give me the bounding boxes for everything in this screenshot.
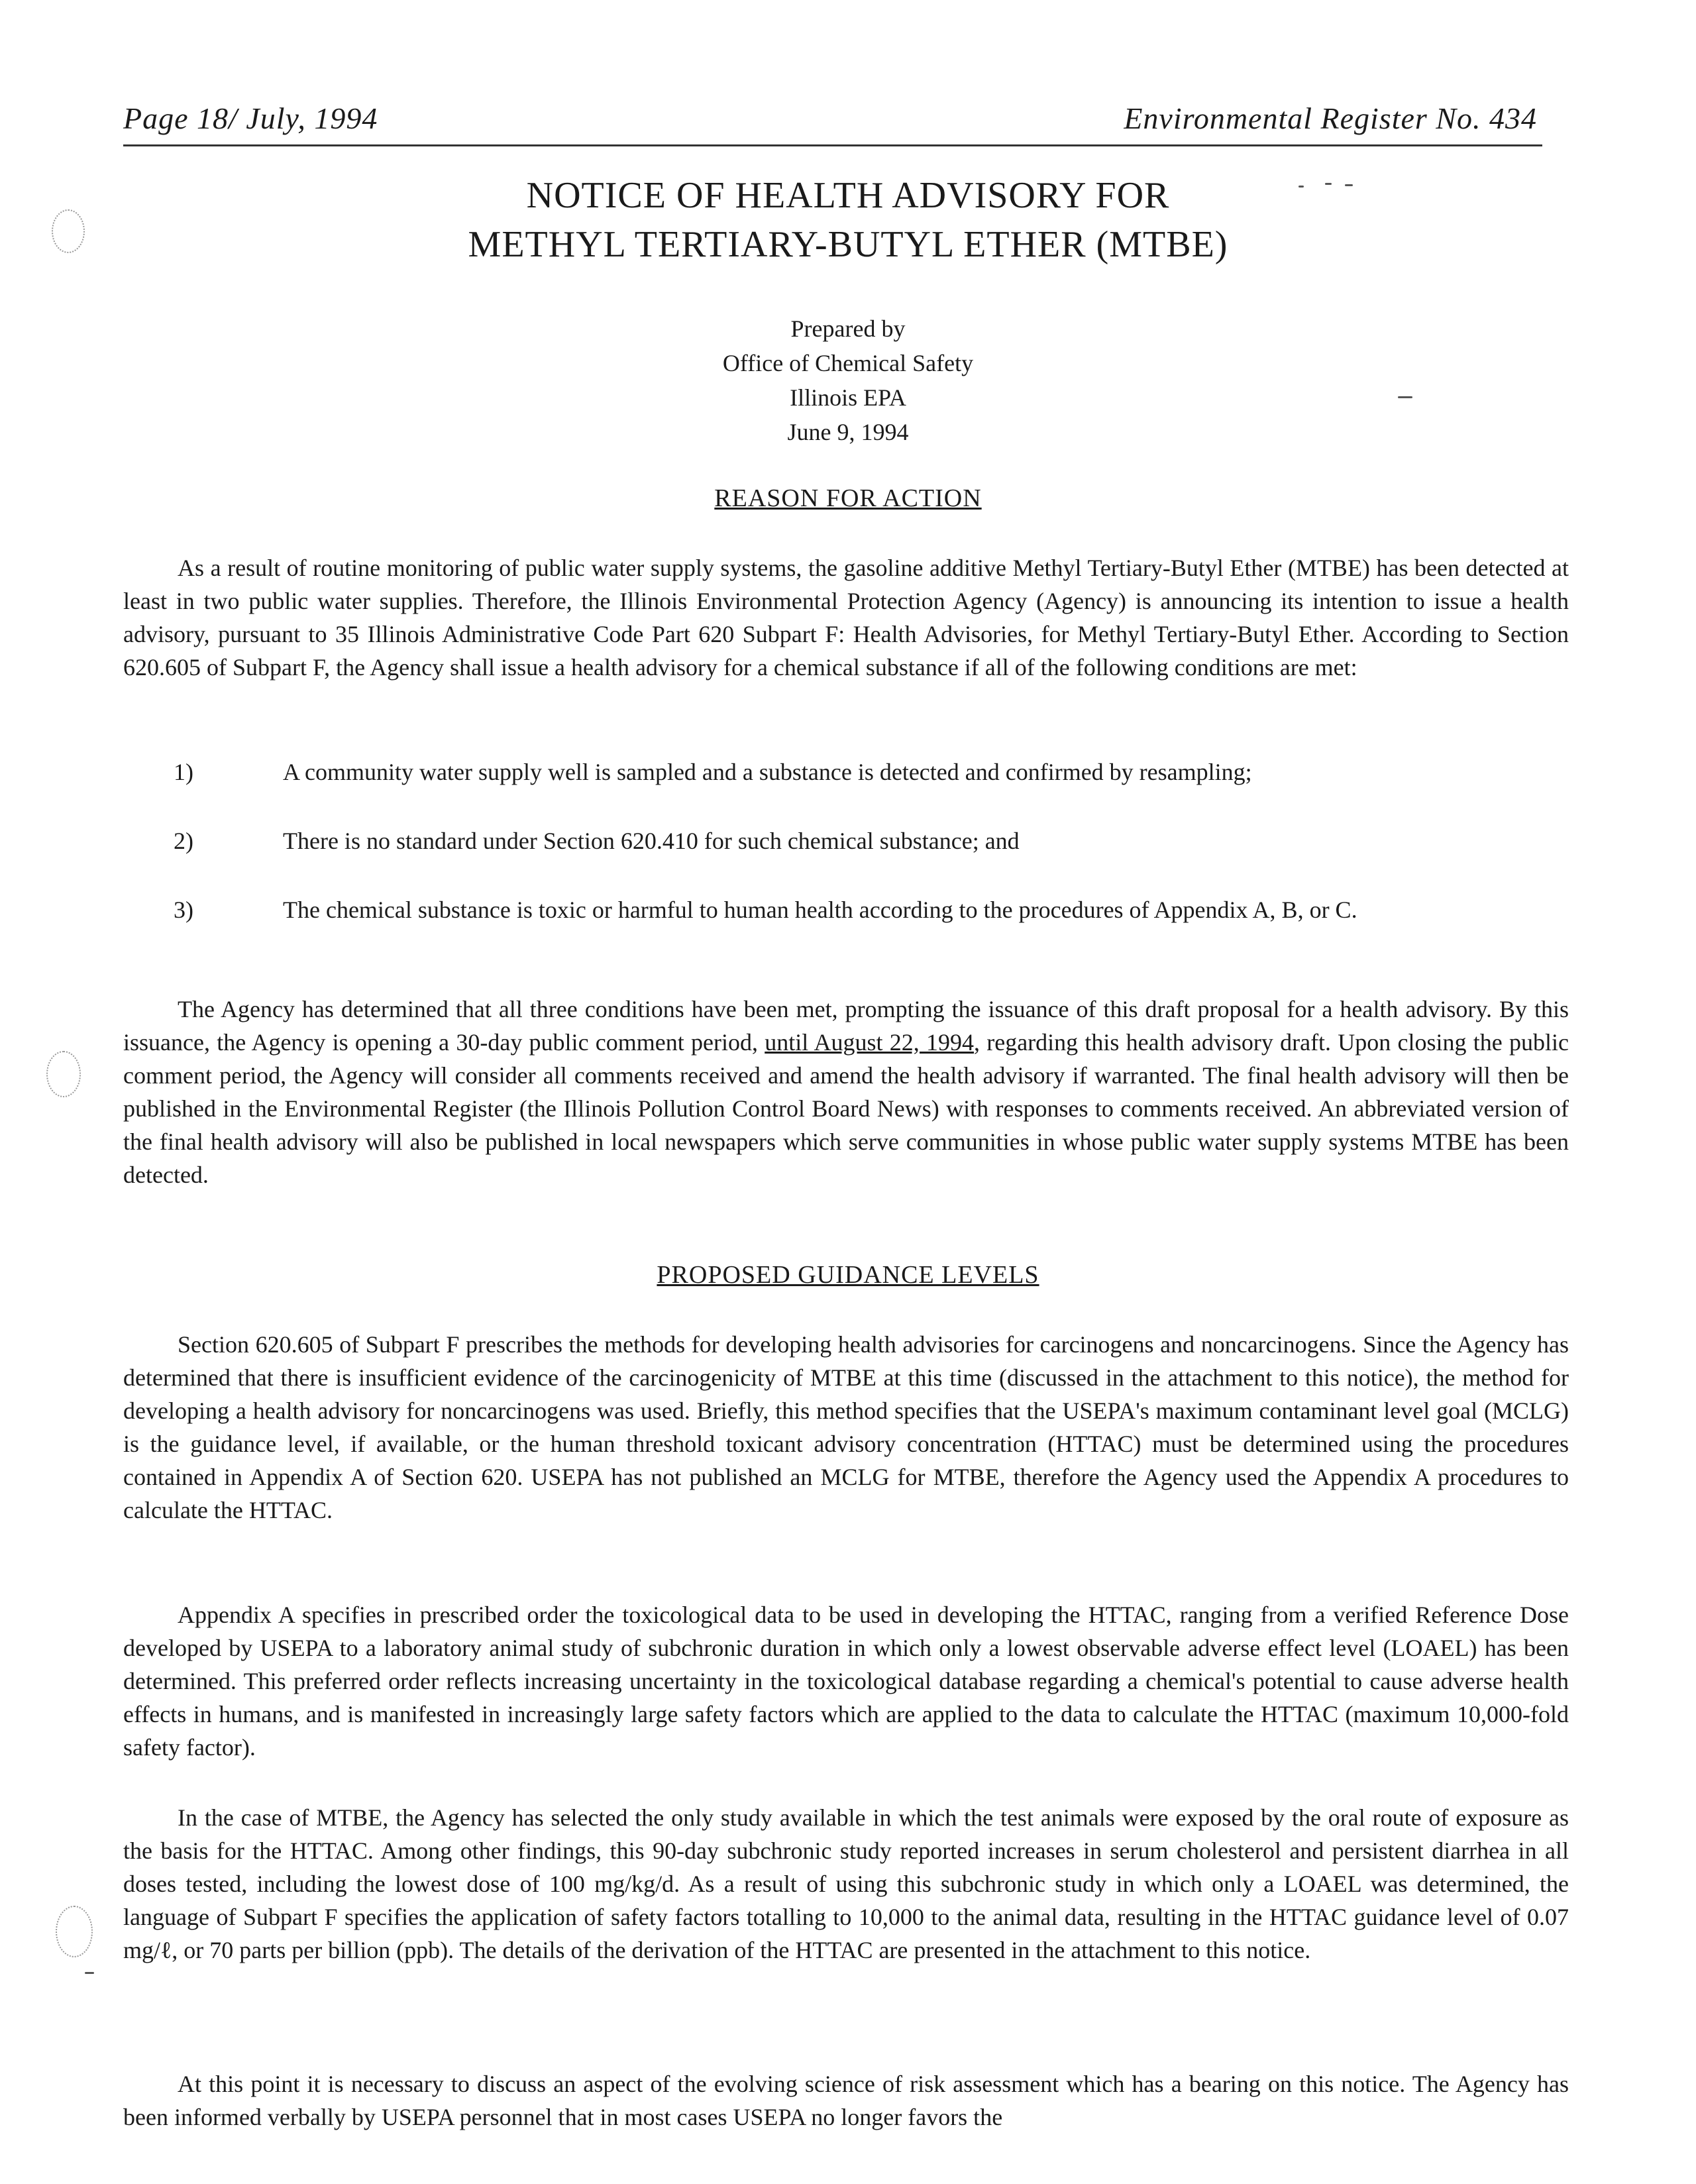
prepared-by-office: Office of Chemical Safety	[722, 350, 974, 376]
condition-number: 3)	[174, 897, 193, 923]
reason-paragraph-2-start: The Agency has determined that all three conditions have been met, prompting the issuance of this draft proposal for a health advisory. By this issuance, the Agency is opening a 30-day public comment period,	[123, 996, 1569, 1056]
title-line-1: NOTICE OF HEALTH ADVISORY FOR	[526, 175, 1170, 216]
title-line-2: METHYL TERTIARY-BUTYL ETHER (MTBE)	[468, 224, 1228, 265]
scan-speck	[85, 1972, 94, 1974]
comment-deadline: until August 22, 1994	[765, 1029, 974, 1056]
page-header-left: Page 18/ July, 1994	[123, 101, 378, 135]
prepared-by-label: Prepared by	[790, 315, 906, 342]
reason-paragraph-1: As a result of routine monitoring of public water supply systems, the gasoline additive Methyl Tertiary-Butyl Ether (MTBE) has been detected at least in two public water supplies. Therefore, the Illinois Environmental Protection Agency (Agency) is announcing its intention to issue a health advisory, pursuant to 35 Illinois Administrative Code Part 620 Subpart F: Health Advisories, for Methyl Tertiary-Butyl Ether. According to Section 620.605 of Subpart F, the Agency shall issue a health advisory for a chemical substance if all of the following conditions are met:	[123, 555, 1569, 681]
header-rule	[123, 144, 1542, 146]
scan-blot	[52, 209, 85, 253]
condition-number: 2)	[174, 828, 193, 854]
guidance-paragraph-1: Section 620.605 of Subpart F prescribes the methods for developing health advisories for carcinogens and noncarcinogens. Since the Agency has determined that there is insufficient evidence of the carcinogenicity of MTBE at this time (discussed in the attachment to this notice), the method for developing a health advisory for noncarcinogens was used. Briefly, this method specifies that the USEPA's maximum contaminant level goal (MCLG) is the guidance level, if available, or the human threshold toxicant advisory concentration (HTTAC) must be determined using the procedures contained in Appendix A of Section 620. USEPA has not published an MCLG for MTBE, therefore the Agency used the Appendix A procedures to calculate the HTTAC.	[123, 1331, 1569, 1523]
condition-number: 1)	[174, 759, 193, 785]
scan-speck	[1298, 186, 1304, 188]
section-heading-reason: REASON FOR ACTION	[714, 484, 982, 512]
scan-speck	[1398, 396, 1412, 398]
notice-title	[0, 171, 1696, 269]
page-header-right: Environmental Register No. 434	[1124, 101, 1537, 135]
scan-speck	[1325, 183, 1332, 185]
prepared-by-agency: Illinois EPA	[790, 384, 906, 411]
guidance-paragraph-3: In the case of MTBE, the Agency has selected the only study available in which the test animals were exposed by the oral route of exposure as the basis for the HTTAC. Among other findings, this 90-day subchronic study reported increases in serum cholesterol and persistent diarrhea in all doses tested, including the lowest dose of 100 mg/kg/d. As a result of using this subchronic study in which only a LOAEL was determined, the language of Subpart F specifies the application of safety factors totalling to 10,000 to the animal data, resulting in the HTTAC guidance level of 0.07 mg/ℓ, or 70 parts per billion (ppb). The details of the derivation of the HTTAC are presented in the attachment to this notice.	[123, 1804, 1569, 1963]
prepared-by-date: June 9, 1994	[787, 419, 909, 445]
guidance-paragraph-2: Appendix A specifies in prescribed order the toxicological data to be used in developing the HTTAC, ranging from a verified Reference Dose developed by USEPA to a laboratory animal study of subchronic duration in which only a lowest observable adverse effect level (LOAEL) has been determined. This preferred order reflects increasing uncertainty in the toxicological database regarding a chemical's potential to cause adverse health effects in humans, and is manifested in increasingly large safety factors which are applied to the data to calculate the HTTAC (maximum 10,000-fold safety factor).	[123, 1602, 1569, 1761]
section-heading-guidance: PROPOSED GUIDANCE LEVELS	[657, 1261, 1039, 1289]
scan-speck	[1345, 184, 1353, 186]
condition-text: A community water supply well is sampled and a substance is detected and confirmed by resampling;	[283, 759, 1252, 785]
reason-paragraph-2-end: , regarding this health advisory draft. Upon closing the public comment period, the Agency will consider all comments received and amend the health advisory if warranted. The final health advisory will then be published in the Environmental Register (the Illinois Pollution Control Board News) with responses to comments received. An abbreviated version of the final health advisory will also be published in local newspapers which serve communities in whose public water supply systems MTBE has been detected.	[123, 1029, 1569, 1188]
scan-blot	[56, 1906, 93, 1957]
scan-blot	[46, 1051, 81, 1097]
guidance-paragraph-4: At this point it is necessary to discuss an aspect of the evolving science of risk assessment which has a bearing on this notice. The Agency has been informed verbally by USEPA personnel that in most cases USEPA no longer favors the	[123, 2071, 1569, 2130]
condition-text: The chemical substance is toxic or harmful to human health according to the procedures of Appendix A, B, or C.	[283, 897, 1357, 923]
prepared-by-block	[0, 311, 1696, 449]
condition-text: There is no standard under Section 620.410 for such chemical substance; and	[283, 828, 1020, 854]
reason-paragraph-2	[123, 993, 1569, 1191]
